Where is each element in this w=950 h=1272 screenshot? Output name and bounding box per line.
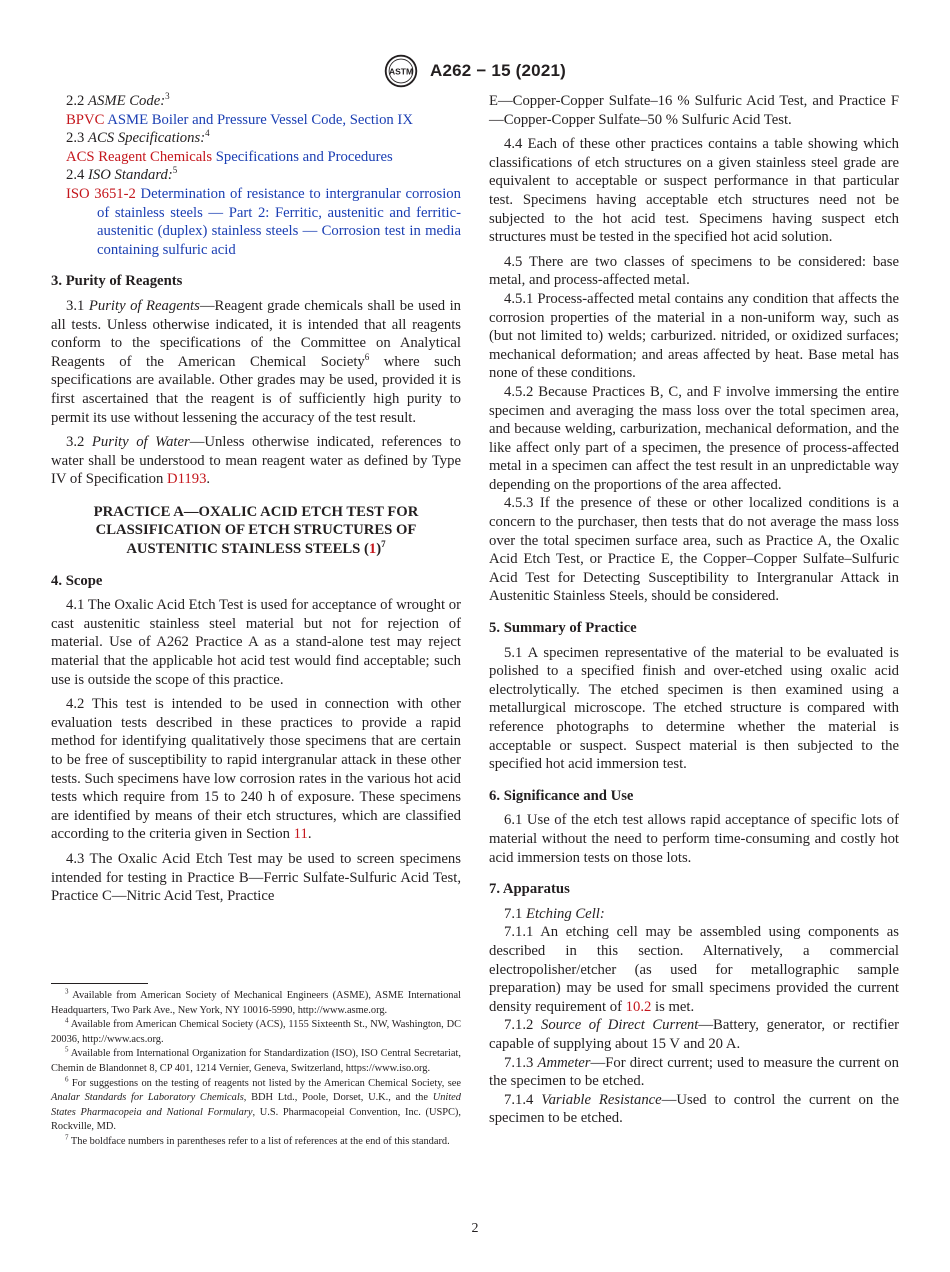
right-column	[489, 92, 899, 1128]
reference-iso[interactable]: ISO 3651-2 Determination of resistance to intergranular corrosion of stainless steels — Part 2: Ferritic, austenitic and ferritic-austenitic (duplex) stainless steels — Corrosion test in media containing sulfuric acid	[66, 185, 461, 258]
link-d1193[interactable]: D1193	[166, 471, 207, 488]
practice-a-title: PRACTICE A—OXALIC ACID ETCH TEST FOR CLASSIFICATION OF ETCH STRUCTURES OF AUSTENITIC STAINLESS STEELS $(1)^7$	[93, 503, 419, 558]
reference-link-1[interactable]: 1	[368, 541, 377, 558]
footnote-4: $^4$ Available from American Chemical Society (ACS), 1155 Sixteenth St., NW, Washington, DC 20036, http://www.acs.org.	[51, 1016, 461, 1045]
paragraph-7-1: 7.1 Etching Cell:	[504, 905, 605, 922]
paragraph-4-5: 4.5 There are two classes of specimens to be considered: base metal, and process-affected metal.	[489, 253, 899, 289]
paragraph-4-3: 4.3 The Oxalic Acid Etch Test may be used to screen specimens intended for testing in Practice B—Ferric Sulfate-Sulfuric Acid Test, Practice C—Nitric Acid Test, Practice	[51, 850, 461, 905]
reference-bpvc[interactable]: BPVC ASME Boiler and Pressure Vessel Code, Section IX	[66, 111, 413, 128]
paragraph-4-5-2: 4.5.2 Because Practices B, C, and F involve immersing the entire specimen and averaging the mass loss over the total specimen area, and because welding, carburization, mechanical deformation, and the like affect only part of a specimen, the presence of process-affected metal in a specimen can affect the test result in an unpredictable way depending on the proportions of the area affected.	[489, 383, 899, 493]
reference-acs[interactable]: ACS Reagent Chemicals Specifications and Procedures	[66, 148, 393, 165]
astm-logo-text: ASTM	[388, 66, 414, 77]
page-header	[0, 54, 950, 88]
paragraph-7-1-4: 7.1.4 Variable Resistance—Used to control the current on the specimen to be etched.	[489, 1091, 899, 1127]
section-2-3: 2.3 ACS Specifications:$^4$	[66, 128, 210, 147]
footnote-divider	[51, 983, 148, 984]
paragraph-4-4: 4.4 Each of these other practices contains a table showing which classifications of etch structures on a given stainless steel grade are equivalent to acceptable or suspect performance in that particular test. Specimens having acceptable etch structures need not be subjected to the hot acid test. Specimens having suspect etch structures must be tested in the specified hot acid solution.	[489, 136, 899, 246]
heading-summary-of-practice: 5. Summary of Practice	[489, 620, 637, 637]
paragraph-3-1: 3.1 Purity of Reagents—Reagent grade chemicals shall be used in all tests. Unless otherwise indicated, it is intended that all reagents conform to the specifications of the Committee on Analytical Reagents of the American Chemical Society$^6$ where such specifications are available. Other grades may be used, provided it is first ascertained that the reagent is of sufficiently high purity to permit its use without lessening the accuracy of the test result.	[51, 297, 461, 426]
left-column	[51, 92, 461, 906]
footnotes	[51, 983, 461, 1150]
paragraph-5-1: 5.1 A specimen representative of the material to be evaluated is polished to a specified finish and over-etched using oxalic acid electrolytically. The etched specimen is then examined using a metallurgical microscope. The etched structure is compared with reference photographs to determine whether the material is acceptable or suspect. Suspect material is then subjected to the specified hot acid immersion test.	[489, 644, 899, 773]
heading-scope: 4. Scope	[51, 572, 103, 589]
footnote-5: $^5$ Available from International Organization for Standardization (ISO), ISO Central Secretariat, Chemin de Blandonnet 8, CP 401, 1214 Vernier, Geneva, Switzerland, https://www.iso.org.	[51, 1045, 461, 1074]
document-designation: A262 − 15 (2021)	[430, 61, 566, 80]
paragraph-4-1: 4.1 The Oxalic Acid Etch Test is used for acceptance of wrought or cast austenitic stainless steel material but not for rejection of material. Use of A262 Practice A as a stand-alone test may reject material that the applicable hot acid test would find acceptable; such use is outside the scope of this practice.	[51, 597, 461, 688]
footnote-6: $^6$ For suggestions on the testing of reagents not listed by the American Chemical Society, see Analar Standards for Laboratory Chemicals, BDH Ltd., Poole, Dorset, U.K., and the United States Pharmacopeia and National Formulary, U.S. Pharmacopeial Convention, Inc. (USPC), Rockville, MD.	[51, 1075, 461, 1133]
heading-significance-and-use: 6. Significance and Use	[489, 787, 634, 804]
page-number: 2	[471, 1221, 479, 1236]
paragraph-6-1: 6.1 Use of the etch test allows rapid acceptance of specific lots of material without the need to perform time-consuming and costly hot acid immersion tests on those lots.	[489, 812, 899, 866]
paragraph-7-1-2: 7.1.2 Source of Direct Current—Battery, generator, or rectifier capable of supplying about 15 V and 20 A.	[489, 1017, 899, 1052]
paragraph-4-3-continued: E—Copper-Copper Sulfate–16 % Sulfuric Acid Test, and Practice F—Copper-Copper Sulfate–50 % Sulfuric Acid Test.	[489, 93, 899, 128]
link-section-10-2[interactable]: 10.2	[625, 998, 652, 1015]
paragraph-7-1-3: 7.1.3 Ammeter—For direct current; used to measure the current on the specimen to be etched.	[489, 1054, 899, 1090]
paragraph-4-2: 4.2 This test is intended to be used in connection with other evaluation tests described in these practices to provide a rapid method for identifying qualitatively those specimens that are certain to be free of susceptibility to rapid intergranular attack in these other tests. Such specimens have low corrosion rates in the various hot acid tests which require from 15 to 240 h of exposure. These specimens are identified by means of their etch structures, which are classified according to the criteria given in Section 11.	[51, 696, 461, 843]
footnote-3: $^3$ Available from American Society of Mechanical Engineers (ASME), ASME International Headquarters, Two Park Ave., New York, NY 10016-5990, http://www.asme.org.	[51, 987, 461, 1016]
section-2-2: 2.2 ASME Code:$^3$	[66, 91, 170, 109]
footnote-7: $^7$ The boldface numbers in parentheses refer to a list of references at the end of this standard.	[65, 1133, 450, 1147]
astm-logo-icon	[384, 54, 418, 88]
paragraph-3-2: 3.2 Purity of Water—Unless otherwise indicated, references to water shall be understood to mean reagent water as defined by Type IV of Specification D1193.	[51, 434, 461, 488]
heading-purity-of-reagents: 3. Purity of Reagents	[51, 273, 183, 290]
section-2-4: 2.4 ISO Standard:$^5$	[66, 165, 178, 184]
paragraph-7-1-1: 7.1.1 An etching cell may be assembled using components as described in this section. Alternatively, a commercial electropolisher/etcher (as used for metallographic sample preparation) may be used for small specimens provided the current density requirement of 10.2 is met.	[489, 924, 899, 1015]
link-section-11[interactable]: 11	[293, 826, 308, 843]
paragraph-4-5-1: 4.5.1 Process-affected metal contains any condition that affects the corrosion properties of the material in a non-uniform way, such as (but not limited to) welds; carburized. nitrided, or oxidized surfaces; mechanical deformation; and areas affected by heat. Base metal has none of these conditions.	[489, 290, 899, 382]
paragraph-4-5-3: 4.5.3 If the presence of these or other localized conditions is a concern to the purchaser, then tests that do not average the mass loss over the total specimen surface area, such as Practice A, the Oxalic Acid Etch Test, or Practice E, the Copper–Copper Sulfate–Sulfuric Acid Test for Detecting Susceptibility to Intergranular Attack in Austenitic Stainless Steels, should be considered.	[489, 495, 899, 605]
heading-apparatus: 7. Apparatus	[489, 881, 570, 898]
